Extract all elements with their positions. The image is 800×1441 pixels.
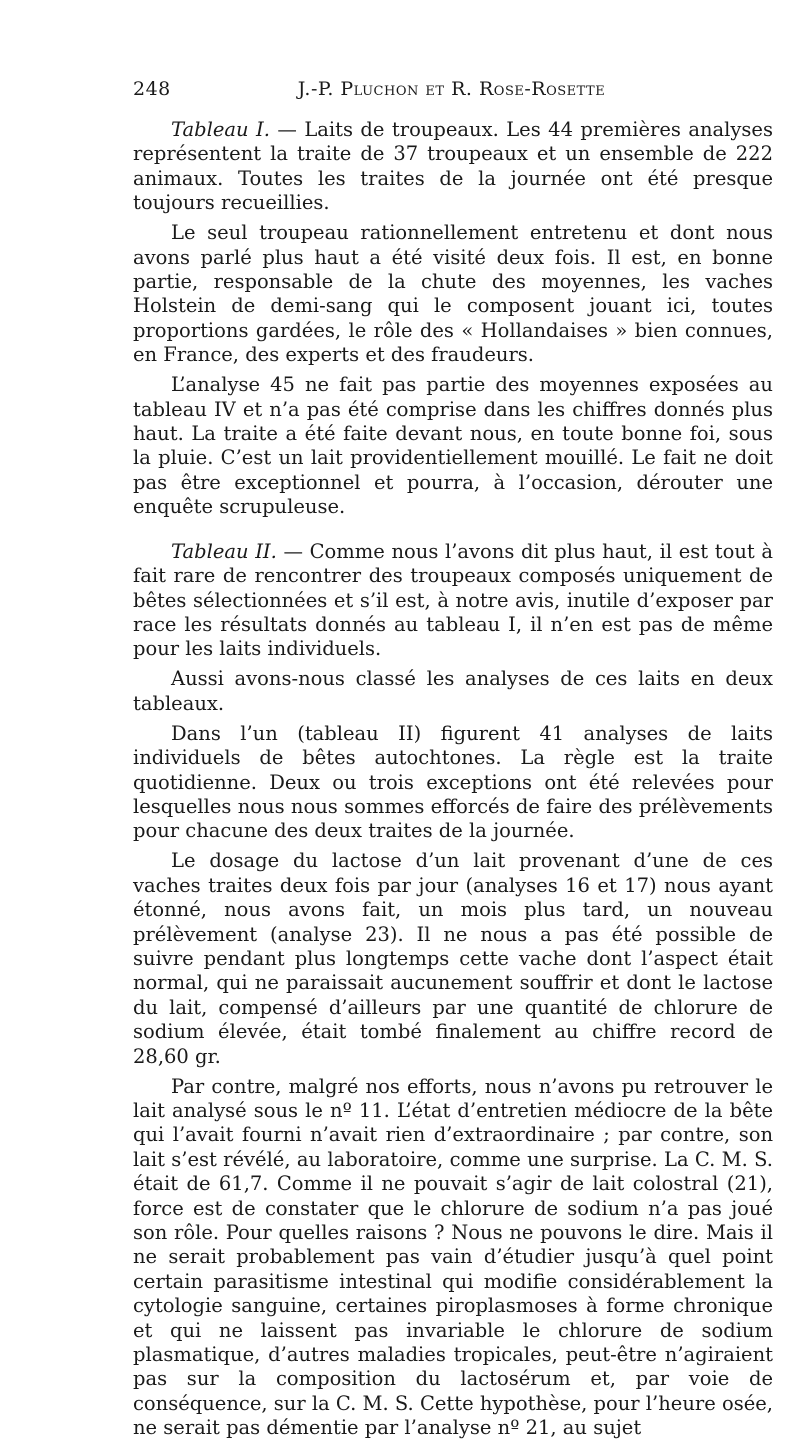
paragraph [133, 221, 773, 367]
paragraph-text: Le seul troupeau rationnellement entretenu et dont nous avons parlé plus haut a été visité deux fois. Il est, en bonne partie, responsable de la chute des moyennes, les vaches Holstein de demi-sang qui le composent jouant ici, toutes proportions gardées, le rôle des « Hollandaises » bien connues, en France, des experts et des fraudeurs. [133, 221, 773, 367]
paragraph-text: Dans l’un (tableau II) figurent 41 analyses de laits individuels de bêtes autochtones. La règle est la traite quotidienne. Deux ou trois exceptions ont été relevées pour lesquelles nous nous sommes efforcés de faire des prélèvements pour chacune des deux traites de la journée. [133, 721, 773, 843]
section-lead-tableau-ii: Tableau II. [171, 539, 277, 563]
running-head [133, 78, 770, 102]
paragraph-text: L’analyse 45 ne fait pas partie des moyennes exposées au tableau IV et n’a pas été comprise dans les chiffres donnés plus haut. La traite a été faite devant nous, en toute bonne foi, sous la pluie. C’est un lait providentiellement mouillé. Le fait ne doit pas être exceptionnel et pourra, à l’occasion, dérouter une enquête scrupuleuse. [133, 373, 773, 519]
paragraph-text: Le dosage du lactose d’un lait provenant d’une de ces vaches traites deux fois par jour (analyses 16 et 17) nous ayant étonné, nous avons fait, un mois plus tard, un nouveau prélèvement (analyse 23). Il ne nous a pas été possible de suivre pendant plus longtemps cette vache dont l’aspect était normal, qui ne paraissait aucunement souffrir et dont le lactose du lait, compensé d’ailleurs par une quantité de chlorure de sodium élevée, était tombé finalement au chiffre record de 28,60 gr. [133, 849, 773, 1068]
paragraph [133, 722, 773, 844]
page-number: 248 [133, 78, 171, 100]
paragraph-text: Par contre, malgré nos efforts, nous n’avons pu retrouver le lait analysé sous le nº 11. L’état d’entretien médiocre de la bête qui l’avait fourni n’avait rien d’extraordinaire ; par contre, son lait s’est révélé, au laboratoire, comme une surprise. La C. M. S. était de 61,7. Comme il ne pouvait s’agir de lait colostral (21), force est de constater que le chlorure de sodium n’a pas joué son rôle. Pour quelles raisons ? Nous ne pouvons le dire. Mais il ne serait probablement pas vain d’étudier jusqu’à quel point certain parasitisme intestinal qui modifie considérablement la cytologie sanguine, certaines piroplasmoses à forme chronique et qui ne laissent pas invariable le chlorure de sodium plasmatique, d’autres maladies tropicales, peut-être n’agiraient pas sur la composition du lactosérum et, par voie de conséquence, sur la C. M. S. Cette hypothèse, pour l’heure osée, ne serait pas démentie par l’analyse nº 21, au sujet [133, 1074, 773, 1440]
paragraph-tableau-i [133, 118, 773, 216]
header-authors: J.-P. Pluchon et R. Rose-Rosette [297, 78, 606, 100]
body-text [133, 118, 773, 1441]
paragraph-tableau-ii [133, 540, 773, 662]
paragraph-text: Aussi avons-nous classé les analyses de ces laits en deux tableaux. [133, 667, 773, 715]
paragraph-text: — Comme nous l’avons dit plus haut, il est tout à fait rare de rencontrer des troupeaux composés uniquement de bêtes sélectionnées et s’il est, à notre avis, inutile d’exposer par race les résultats donnés au tableau I, il n’en est pas de même pour les laits individuels. [133, 539, 773, 661]
paragraph [133, 373, 773, 519]
paragraph [133, 849, 773, 1069]
section-lead-tableau-i: Tableau I. [171, 118, 270, 141]
paragraph [133, 667, 773, 716]
paragraph [133, 1075, 773, 1441]
paragraph-text: — Laits de troupeaux. Les 44 premières analyses représentent la traite de 37 troupeaux et un ensemble de 222 animaux. Toutes les traites de la journée ont été presque toujours recueillies. [133, 118, 773, 215]
